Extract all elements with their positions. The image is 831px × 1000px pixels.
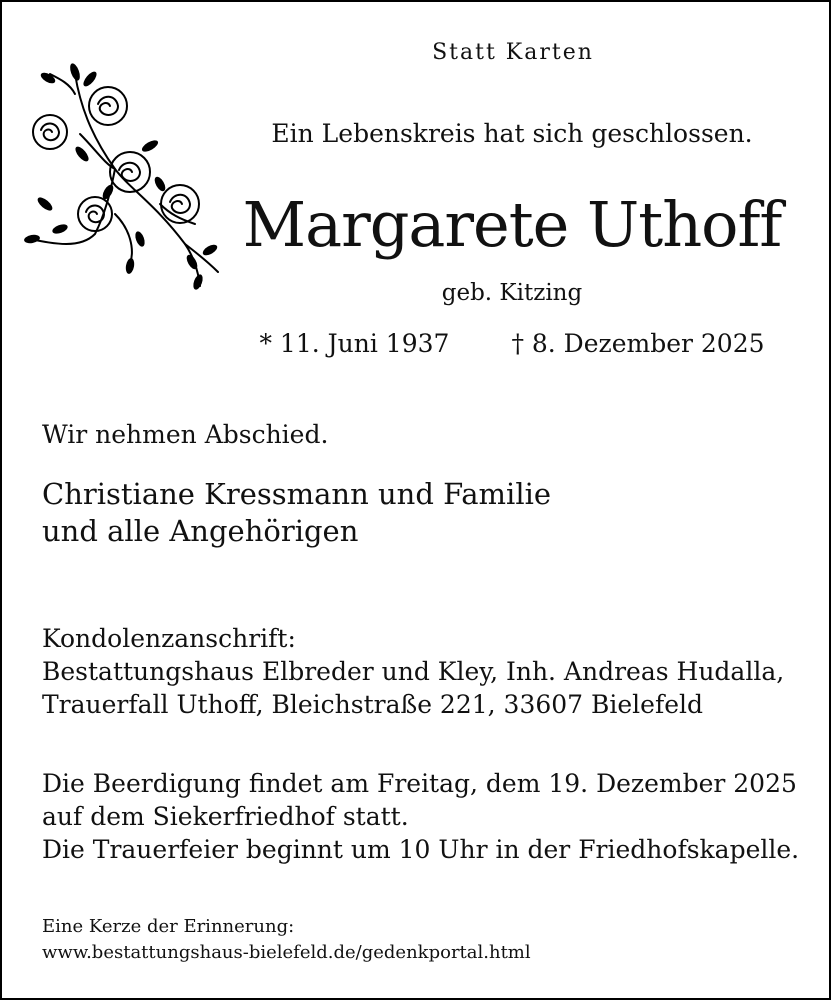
farewell-text: Wir nehmen Abschied. <box>42 420 329 449</box>
funeral-line: Die Trauerfeier beginnt um 10 Uhr in der Friedhofskapelle. <box>42 835 800 864</box>
condolence-line: Kondolenzanschrift: <box>42 624 296 653</box>
deceased-name: Margarete Uthoff <box>242 188 782 261</box>
candle-label: Eine Kerze der Erinnerung: <box>42 916 295 937</box>
condolence-line: Trauerfall Uthoff, Bleichstraße 221, 33607 Bielefeld <box>42 690 704 719</box>
condolence-line: Bestattungshaus Elbreder und Kley, Inh. Andreas Hudalla, <box>42 657 785 686</box>
death-date: † 8. Dezember 2025 <box>511 329 765 358</box>
mourners-line: und alle Angehörigen <box>42 514 359 548</box>
motto-text: Ein Lebenskreis hat sich geschlossen. <box>271 119 753 148</box>
birth-date: * 11. Juni 1937 <box>259 329 450 358</box>
roses-icon <box>20 54 225 294</box>
life-dates <box>232 329 792 358</box>
memorial-candle-info <box>42 914 531 966</box>
statt-karten-label: Statt Karten <box>432 40 594 65</box>
mourners-line: Christiane Kressmann und Familie <box>42 477 552 511</box>
funeral-line: auf dem Siekerfriedhof statt. <box>42 802 409 831</box>
funeral-info <box>42 767 799 866</box>
memorial-portal-link[interactable]: www.bestattungshaus-bielefeld.de/gedenkportal.html <box>42 942 531 963</box>
birth-name: geb. Kitzing <box>441 280 583 306</box>
condolence-address <box>42 622 784 721</box>
mourners-block <box>42 476 551 550</box>
funeral-line: Die Beerdigung findet am Freitag, dem 19. Dezember 2025 <box>42 769 797 798</box>
